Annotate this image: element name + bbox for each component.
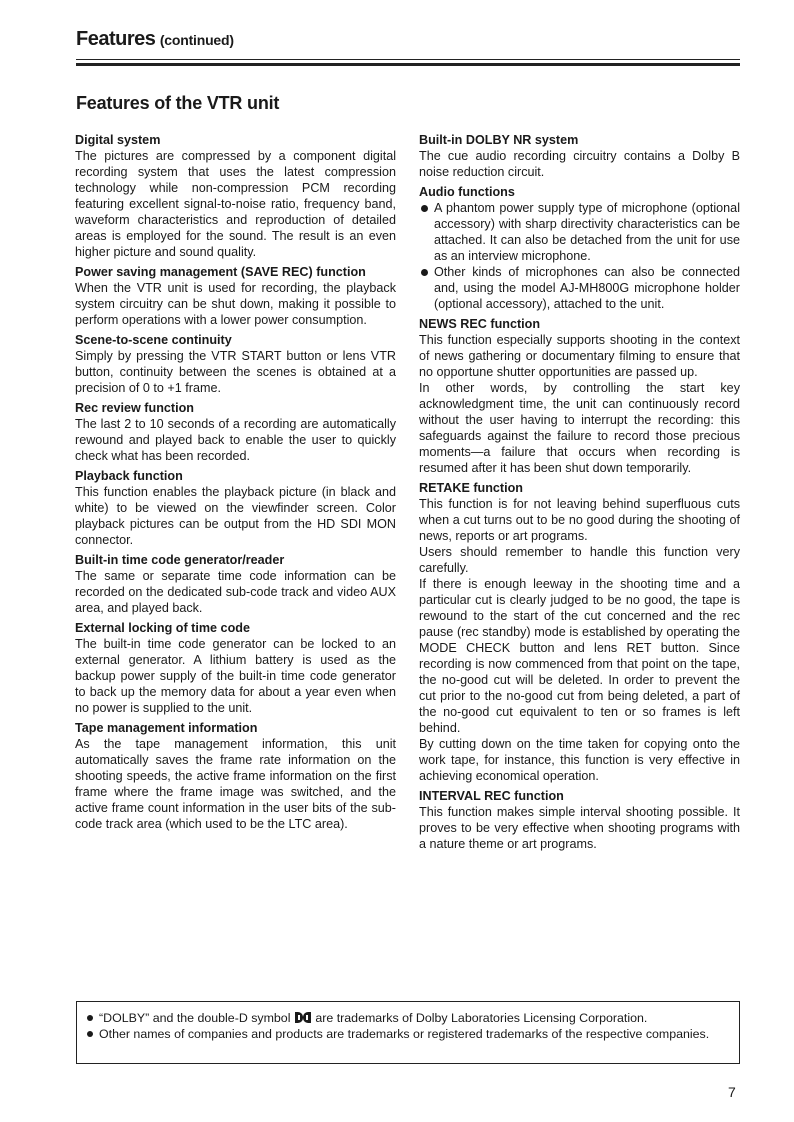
dolby-note-text: “DOLBY” and the double-D symbol (99, 1011, 291, 1025)
bullet-text: Other kinds of microphones can also be connected and, using the model AJ-MH800G microphone holder (optional accessory), attached to the unit. (434, 265, 740, 311)
feature-text: The built-in time code generator can be locked to an external generator. A lithium battery is used as the backup power supply of the built-in time code generator to back up the memory data for about a year even when no power is supplied to the unit. (75, 637, 396, 715)
dolby-note-text-end: are trademarks of Dolby Laboratories Licensing Corporation. (315, 1011, 648, 1025)
list-item (87, 1010, 731, 1026)
feature-save-rec (75, 264, 396, 328)
feature-retake (419, 480, 740, 784)
feature-title: INTERVAL REC function (419, 789, 564, 803)
right-column (419, 132, 740, 856)
audio-bullet-list (419, 200, 740, 312)
feature-tape-management (75, 720, 396, 832)
bullet-icon (421, 269, 428, 276)
feature-title: Tape management information (75, 721, 258, 735)
feature-news-rec (419, 316, 740, 476)
feature-title: Built-in DOLBY NR system (419, 133, 579, 147)
feature-rec-review (75, 400, 396, 464)
bullet-icon (421, 205, 428, 212)
feature-audio (419, 184, 740, 312)
feature-text: Simply by pressing the VTR START button or lens VTR button, continuity between the scenes is obtained at a precision of 0 to +1 frame. (75, 349, 396, 395)
feature-title: External locking of time code (75, 621, 250, 635)
trademark-notes (76, 1001, 740, 1064)
feature-text: This function especially supports shooting in the context of news gathering or documentary filming to ensure that no opportune shutter opportunities are passed up. (419, 333, 740, 379)
list-item (87, 1026, 731, 1042)
feature-interval-rec (419, 788, 740, 852)
feature-text: The same or separate time code information can be recorded on the dedicated sub-code track and video AUX area, and played back. (75, 569, 396, 615)
page-number: 7 (728, 1084, 736, 1100)
list-item (419, 264, 740, 312)
feature-title: Digital system (75, 133, 161, 147)
feature-dolby-nr (419, 132, 740, 180)
feature-title: Playback function (75, 469, 183, 483)
notes-list (87, 1010, 731, 1042)
header-rule-thin (76, 59, 740, 60)
feature-text: By cutting down on the time taken for copying onto the work tape, for instance, this function is very effective in achieving economical operation. (419, 737, 740, 783)
feature-text: The cue audio recording circuitry contains a Dolby B noise reduction circuit. (419, 149, 740, 179)
feature-text: The last 2 to 10 seconds of a recording are automatically rewound and played back to enable the user to quickly check what has been recorded. (75, 417, 396, 463)
bullet-text: A phantom power supply type of microphone (optional accessory) with sharp directivity characteristics can be attached. It can also be detached from the unit for use as an interview microphone. (434, 201, 740, 263)
feature-text: Users should remember to handle this function very carefully. (419, 545, 740, 575)
header-title: Features (76, 28, 156, 50)
dolby-double-d-icon (295, 1012, 311, 1023)
header-subtitle: (continued) (159, 32, 234, 48)
left-column (75, 132, 396, 836)
bullet-icon (87, 1015, 93, 1021)
section-title: Features of the VTR unit (76, 93, 280, 113)
feature-external-locking (75, 620, 396, 716)
bullet-icon (87, 1031, 93, 1037)
feature-scene-continuity (75, 332, 396, 396)
feature-text: This function is for not leaving behind superfluous cuts when a cut turns out to be no good during the shooting of news, reports or art programs. (419, 497, 740, 543)
feature-title: Power saving management (SAVE REC) function (75, 265, 366, 279)
feature-title: Rec review function (75, 401, 194, 415)
header-rule-thick (76, 63, 740, 66)
other-note-text: Other names of companies and products are trademarks or registered trademarks of the respective companies. (99, 1027, 710, 1041)
feature-title: Built-in time code generator/reader (75, 553, 285, 567)
feature-text: If there is enough leeway in the shooting time and a particular cut is clearly judged to be no good, the tape is rewound to the start of the cut concerned and the rec pause (rec standby) mode is established by operating the MODE CHECK button and lens RET button. Since recording is now commenced from that point on the tape, the no-good cut will be deleted. In order to prevent the cut prior to the no-good cut from being deleted, a part of the no-good cut equivalent to ten or so frames is left behind. (419, 577, 740, 735)
feature-title: RETAKE function (419, 481, 524, 495)
feature-text: The pictures are compressed by a component digital recording system that uses the latest compression technology while non-compression PCM recording featuring excellent signal-to-noise ratio, frequency band, waveform characteristics and reproduction of detailed areas is employed for the sound. The result is an even higher picture and sound quality. (75, 149, 396, 259)
list-item (419, 200, 740, 264)
feature-time-code-generator (75, 552, 396, 616)
feature-playback (75, 468, 396, 548)
feature-text: When the VTR unit is used for recording, the playback system circuitry can be shut down, making it possible to perform operations with a lower power consumption. (75, 281, 396, 327)
feature-title: NEWS REC function (419, 317, 541, 331)
page-header (76, 28, 740, 51)
feature-digital-system (75, 132, 396, 260)
feature-title: Scene-to-scene continuity (75, 333, 232, 347)
feature-text: As the tape management information, this unit automatically saves the frame rate information on the shooting speeds, the active frame information on the first frame where the frame image was switched, and the active frame count information in the user bits of the sub-code track area (which used to be the LTC area). (75, 737, 396, 831)
feature-text: This function enables the playback picture (in black and white) to be viewed on the viewfinder screen. Color playback pictures can be output from the HD SDI MON connector. (75, 485, 396, 547)
feature-text: This function makes simple interval shooting possible. It proves to be very effective when shooting programs with a nature theme or art programs. (419, 805, 740, 851)
feature-title: Audio functions (419, 185, 515, 199)
feature-text: In other words, by controlling the start key acknowledgment time, the unit can continuously record without the user having to interrupt the recording: this safeguards against the failure to record those precious moments—a failure that occurs when recording is resumed after it has been shut down temporarily. (419, 381, 740, 475)
